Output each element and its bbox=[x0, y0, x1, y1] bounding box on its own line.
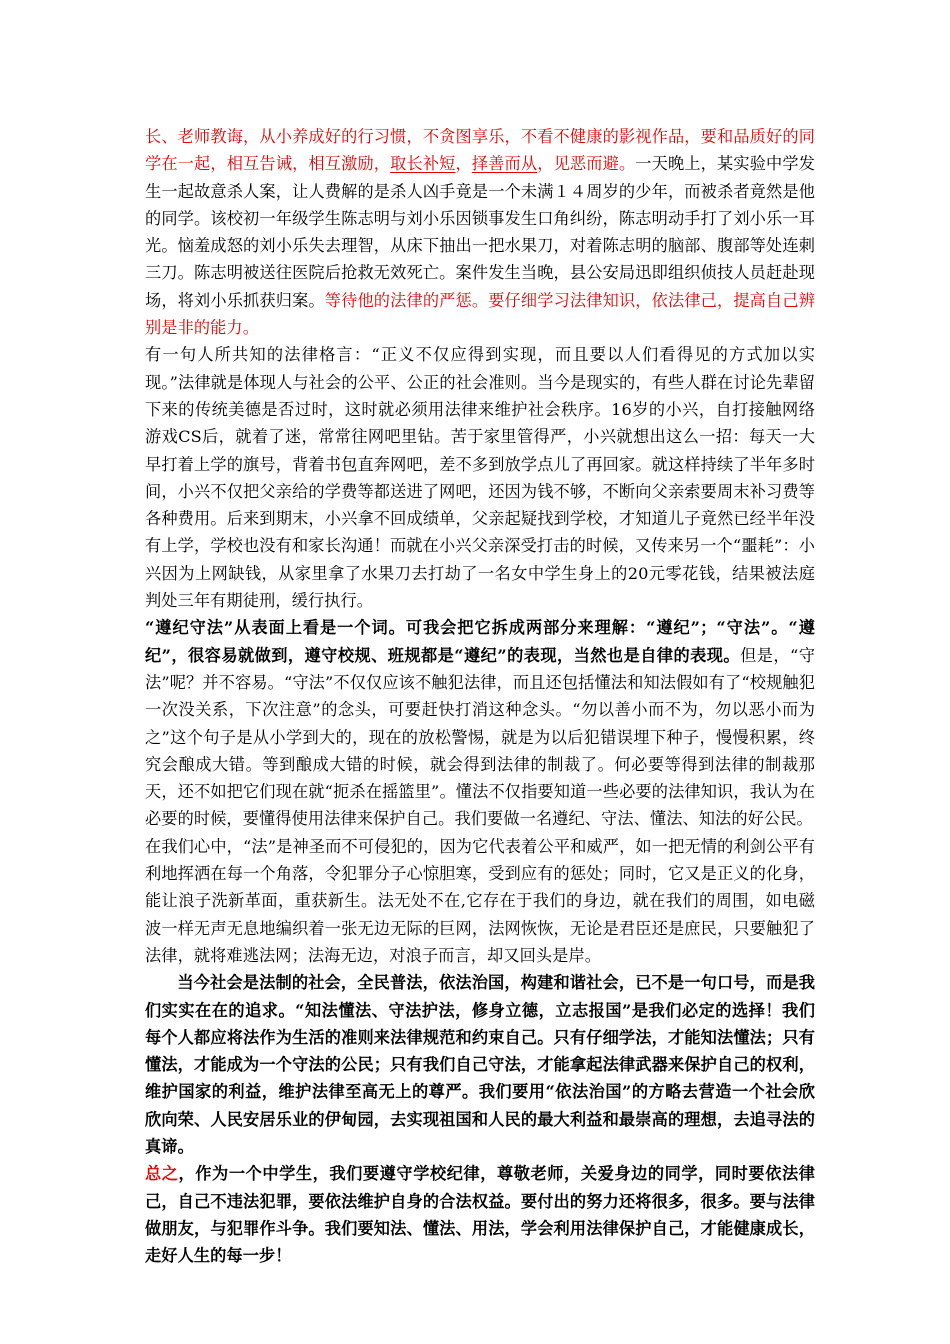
conclusion-marker: 总之 bbox=[145, 1164, 179, 1184]
paragraph-1 bbox=[145, 123, 815, 341]
red-separator: ， bbox=[455, 154, 472, 174]
red-text: 长、老师教诲，从小养成好的行习惯，不贪图享乐，不看不健康的影视作品，要和品质好的同学在一起，相互告诫，相互激励， bbox=[145, 127, 815, 174]
bold-lead: “遵纪守法”从表面上看是一个词。可我会把它拆成两部分来理解：“遵纪”；“守法”。“遵纪”，很容易就做到，遵守校规、班规都是“遵纪”的表现，当然也是自律的表现。 bbox=[145, 618, 815, 665]
red-conclusion: 等待他的法律的严惩。要仔细学习法律知识，依法律己，提高自己辨别是非的能力。 bbox=[145, 290, 816, 338]
underlined-phrase: 取长补短 bbox=[390, 154, 456, 174]
case-story: 一天晚上，某实验中学发生一起故意杀人案，让人费解的是杀人凶手竟是一个未满１４周岁的少年，而被杀者竟然是他的同学。该校初一年级学生陈志明与刘小乐因锁事发生口角纠纷，陈志明动手打了刘小乐一耳光。恼羞成怒的刘小乐失去理智，从床下抽出一把水果刀，对着陈志明的脑部、腹部等处连刺三刀。陈志明被送往医院后抢救无效死亡。案件发生当晚，县公安局迅即组织侦技人员赶赴现场，将刘小乐抓获归案。 bbox=[145, 154, 816, 310]
document-body bbox=[145, 123, 815, 1269]
paragraph-6-text: ，作为一个中学生，我们要遵守学校纪律，尊敬老师，关爱身边的同学，同时要依法律己，自己不违法犯罪，要依法维护自身的合法权益。要付出的努力还将很多，很多。要与法律做朋友，与犯罪作斗争。我们要知法、懂法、用法，学会利用法律保护自己，才能健康成长，走好人生的每一步！ bbox=[145, 1164, 816, 1266]
paragraph-5: 当今社会是法制的社会，全民普法，依法治国，构建和谐社会，已不是一句口号，而是我们实实在在的追求。“知法懂法、守法护法，修身立德，立志报国”是我们必定的选择！我们每个人都应将法作为生活的准则来法律规范和约束自己。只有仔细学法，才能知法懂法；只有懂法，才能成为一个守法的公民；只有我们自己守法，才能拿起法律武器来保护自己的权利，维护国家的利益，维护法律至高无上的尊严。我们要用“依法治国”的方略去营造一个社会欣欣向荣、人民安居乐业的伊甸园，去实现祖国和人民的最大利益和最崇高的理想，去追寻法的真谛。 bbox=[145, 973, 815, 1156]
paragraph-3-text: 但是，“守法”呢？并不容易。“守法”不仅仅应该不触犯法律，而且还包括懂法和知法假如有了“校规触犯一次没关系，下次注意”的念头，可要赶快打消这种念头。“勿以善小而不为，勿以恶小而为之”这个句子是从小学到大的，现在的放松警惕，就是为以后犯错误埋下种子，慢慢积累，终究会酿成大错。等到酿成大错的时候，就会得到法律的制裁了。何必要等得到法律的制裁那天，还不如把它们现在就“扼杀在摇篮里”。懂法不仅指要知道一些必要的法律知识，我认为在必要的时候，要懂得使用法律来保护自己。我们要做一名遵纪、守法、懂法、知法的好公民。 bbox=[145, 645, 815, 829]
paragraph-2: 有一句人所共知的法律格言：“正义不仅应得到实现，而且要以人们看得见的方式加以实现。”法律就是体现人与社会的公平、公正的社会准则。当今是现实的，有些人群在讨论先辈留下来的传统美德是否过时，这时就必须用法律来维护社会秩序。16岁的小兴，自打接触网络游戏CS后，就着了迷，常常往网吧里钻。苦于家里管得严，小兴就想出这么一招：每天一大早打着上学的旗号，背着书包直奔网吧，差不多到放学点儿了再回家。就这样持续了半年多时间，小兴不仅把父亲给的学费等都送进了网吧，还因为钱不够，不断向父亲索要周末补习费等各种费用。后来到期末，小兴拿不回成绩单，父亲起疑找到学校，才知道儿子竟然已经半年没有上学，学校也没有和家长沟通！而就在小兴父亲深受打击的时候，又传来另一个“噩耗”：小兴因为上网缺钱，从家里拿了水果刀去打劫了一名女中学生身上的20元零花钱，结果被法庭判处三年有期徒刑，缓行执行。 bbox=[145, 345, 815, 611]
paragraph-3 bbox=[145, 614, 815, 832]
paragraph-4: 在我们心中，“法”是神圣而不可侵犯的，因为它代表着公平和威严，如一把无情的利剑公平有利地挥洒在每一个角落，令犯罪分子心惊胆寒，受到应有的惩处；同时，它又是正义的化身，能让浪子洗新革面，重获新生。法无处不在,它存在于我们的身边，就在我们的周围，如电磁波一样无声无息地编织着一张无边无际的巨网，法网恢恢，无论是君臣还是庶民，只要触犯了法律，就将难逃法网；法海无边，对浪子而言，却又回头是岸。 bbox=[145, 836, 815, 965]
red-text: ，见恶而避。 bbox=[537, 154, 636, 174]
paragraph-6 bbox=[145, 1160, 815, 1269]
underlined-phrase: 择善而从 bbox=[471, 154, 538, 174]
